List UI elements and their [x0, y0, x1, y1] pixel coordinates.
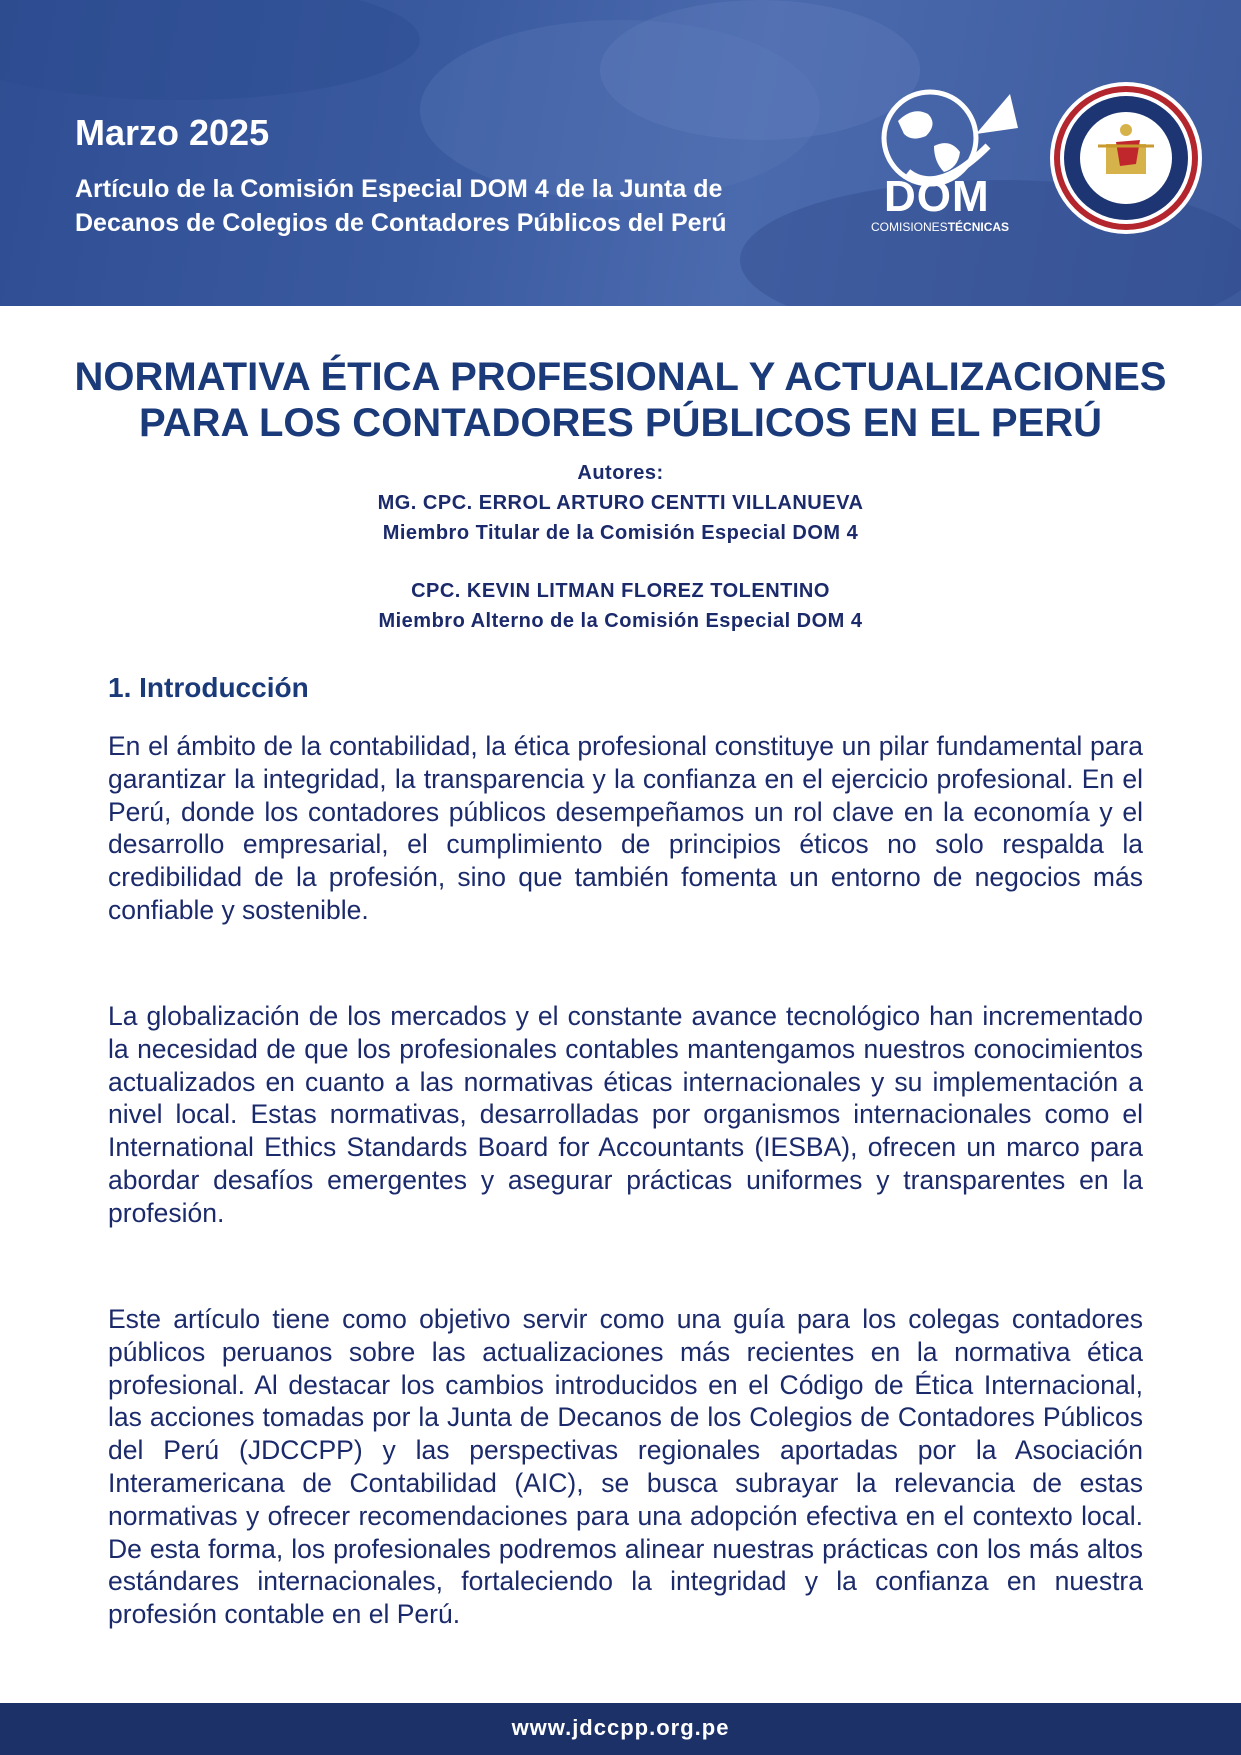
header-banner [0, 0, 1241, 306]
title-line-1: NORMATIVA ÉTICA PROFESIONAL Y ACTUALIZACIONES [74, 355, 1167, 399]
paragraph-3: Este artículo tiene como objetivo servir como una guía para los colegas contadores públicos peruanos sobre las actualizaciones más recientes en la normativa ética profesional. Al destacar los cambios introducidos en el Código de Ética Internacional, las acciones tomadas por la Junta de Decanos de los Colegios de Contadores Públicos del Perú (JDCCPP) y las perspectivas regionales aportadas por la Asociación Interamericana de Contabilidad (AIC), se busca subrayar la relevancia de estas normativas y ofrecer recomendaciones para una adopción efectiva en el contexto local. De esta forma, los profesionales podremos alinear nuestras prácticas con los más altos estándares internacionales, fortaleciendo la integridad y la confianza en nuestra profesión contable en el Perú. [108, 1304, 1143, 1630]
paragraph-2: La globalización de los mercados y el constante avance tecnológico han incrementado la necesidad de que los profesionales contables mantengamos nuestros conocimientos actualizados en cuanto a las normativas éticas internacionales y su implementación a nivel local. Estas normativas, desarrolladas por organismos internacionales como el International Ethics Standards Board for Accountants (IESBA), ofrecen un marco para abordar desafíos emergentes y asegurar prácticas uniformes y transparentes en la profesión. [108, 1001, 1143, 1228]
title-line-2: PARA LOS CONTADORES PÚBLICOS EN EL PERÚ [138, 401, 1103, 445]
authors-block [0, 458, 1241, 636]
footer-website-link[interactable]: www.jdccpp.org.pe [511, 1715, 730, 1740]
publication-date: Marzo 2025 [75, 112, 270, 153]
article-title [40, 354, 1201, 446]
article-subtitle: Artículo de la Comisión Especial DOM 4 de la Junta de Decanos de Colegios de Contadores Públicos del Perú [75, 175, 727, 237]
authors-label: Autores: [577, 462, 664, 484]
author-1-name: MG. CPC. ERROL ARTURO CENTTI VILLANUEVA [377, 492, 864, 514]
author-1-role: Miembro Titular de la Comisión Especial DOM 4 [382, 522, 859, 544]
dom-logo-text: DOM [884, 172, 990, 221]
jdccpp-seal-icon [1048, 80, 1204, 236]
section-heading: 1. Introducción [108, 672, 309, 703]
author-2-name: CPC. KEVIN LITMAN FLOREZ TOLENTINO [411, 580, 830, 602]
paragraph-1: En el ámbito de la contabilidad, la ética profesional constituye un pilar fundamental para garantizar la integridad, la transparencia y la confianza en el ejercicio profesional. En el Perú, donde los contadores públicos desempeñamos un rol clave en la economía y el desarrollo empresarial, el cumplimiento de principios éticos no solo respalda la credibilidad de la profesión, sino que también fomenta un entorno de negocios más confiable y sostenible. [108, 731, 1143, 925]
author-2-role: Miembro Alterno de la Comisión Especial DOM 4 [378, 610, 863, 632]
dom-logo-tagline: COMISIONESTÉCNICAS [871, 220, 1010, 234]
